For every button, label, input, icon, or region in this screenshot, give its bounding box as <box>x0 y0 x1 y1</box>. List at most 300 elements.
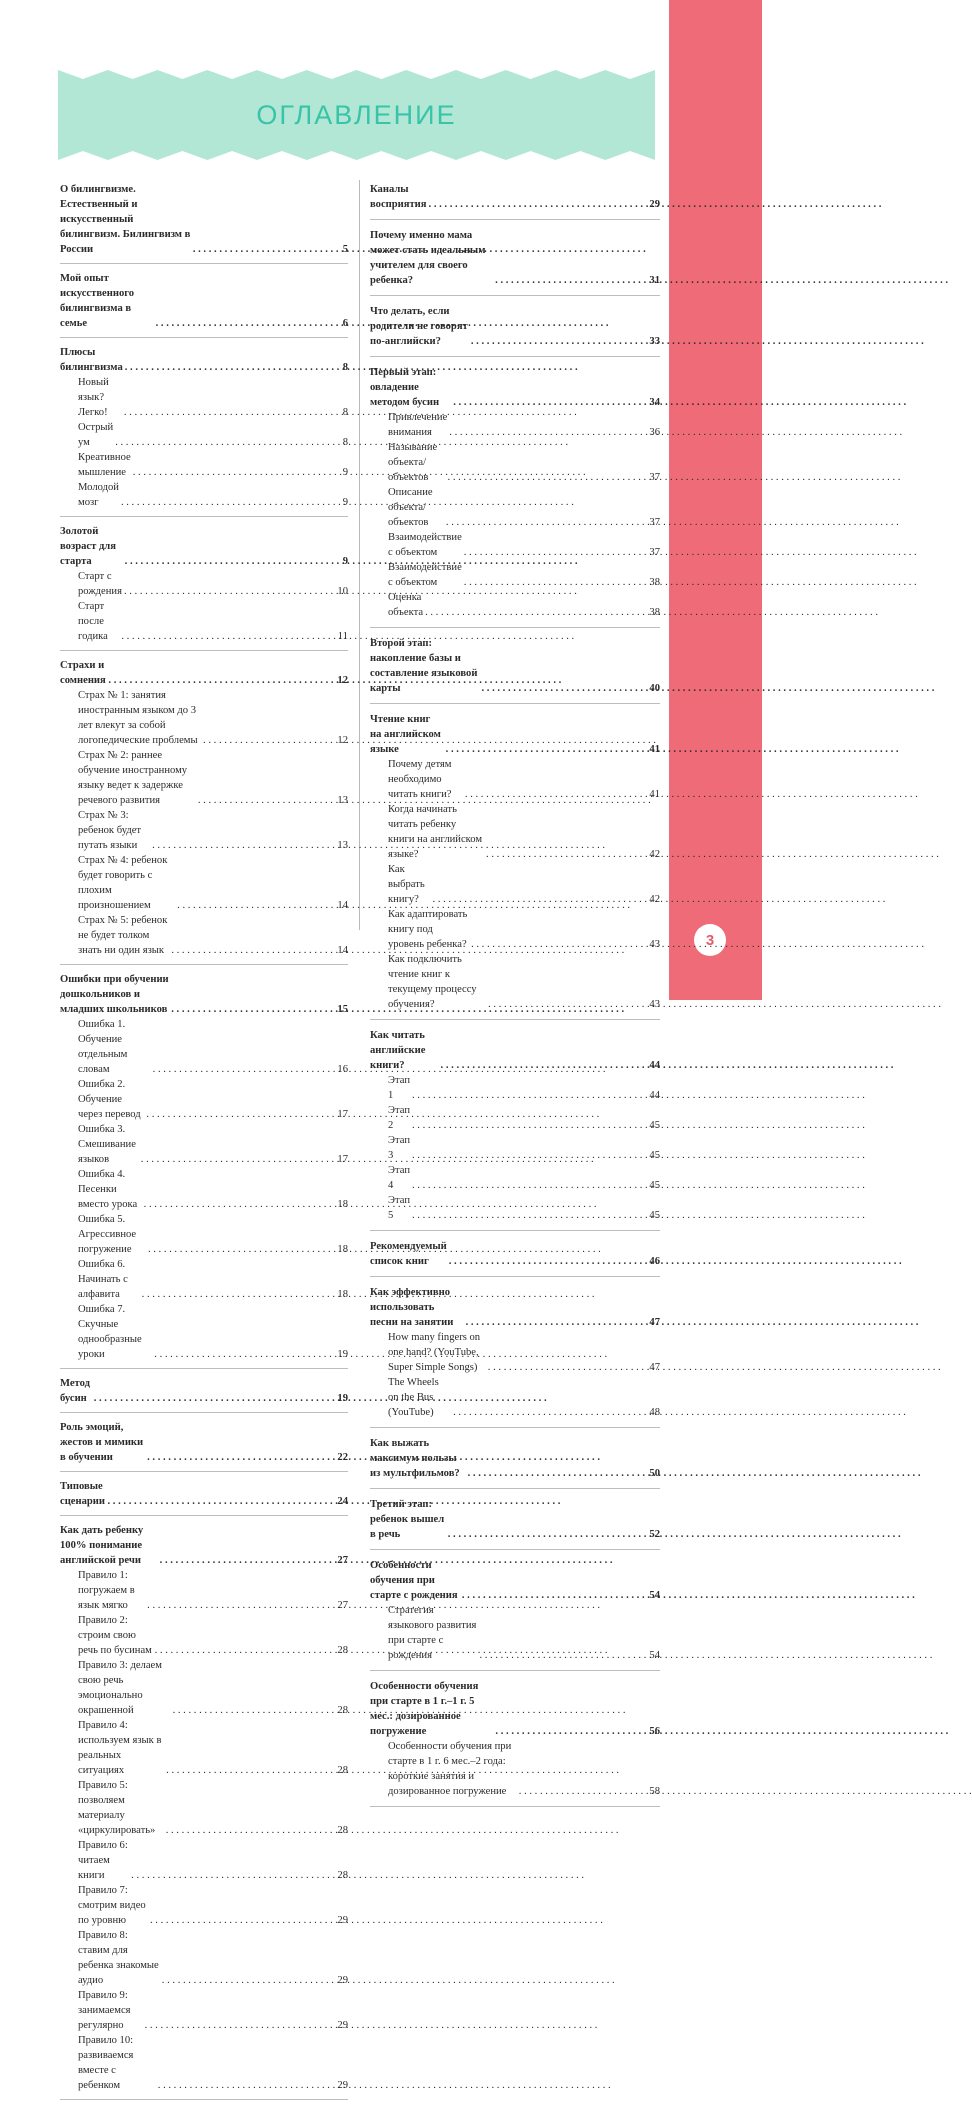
entry-title: Мой опыт искусственного билингвизма в семье <box>60 273 135 329</box>
toc-section <box>60 1523 348 2100</box>
dot-leader <box>448 1527 648 1542</box>
entry-page-number: 33 <box>649 336 660 347</box>
entry-title: Рекомендуемый список книг <box>370 1241 447 1267</box>
entry-title: Ошибка 3. Смешивание языков <box>78 1124 136 1165</box>
entry-page-number: 54 <box>649 1650 660 1661</box>
toc-subentry[interactable] <box>370 1739 660 1799</box>
entry-page-number: 36 <box>649 427 660 438</box>
dot-leader <box>171 943 335 958</box>
toc-subentry[interactable] <box>370 862 660 907</box>
entry-page-number: 42 <box>649 849 660 860</box>
entry-page-number: 14 <box>337 945 348 956</box>
entry-page-number: 11 <box>337 631 348 642</box>
dot-leader <box>479 1648 647 1663</box>
toc-subentry[interactable] <box>60 1613 348 1658</box>
entry-page-number: 13 <box>337 840 348 851</box>
dot-leader <box>144 1197 336 1212</box>
dot-leader <box>193 242 341 257</box>
dot-leader <box>495 273 647 288</box>
entry-title: Почему именно мама может стать идеальным учителем для своего ребенка? <box>370 230 486 286</box>
toc-subentry[interactable] <box>60 1257 348 1302</box>
dot-leader <box>203 733 335 748</box>
dot-leader <box>412 1118 647 1133</box>
toc-entry[interactable] <box>60 182 348 257</box>
toc-entry[interactable] <box>370 1028 660 1073</box>
dot-leader <box>121 495 341 510</box>
dot-leader <box>125 554 341 569</box>
dot-leader <box>488 1360 648 1375</box>
entry-title: Как выбрать книгу? <box>388 864 425 905</box>
toc-subentry[interactable] <box>60 375 348 420</box>
entry-title: Правило 3: делаем свою речь эмоционально окрашенной <box>78 1660 162 1716</box>
dot-leader <box>425 605 647 620</box>
entry-title: Типовые сценарии <box>60 1481 106 1507</box>
toc-section <box>60 1479 348 1516</box>
entry-page-number: 29 <box>337 2080 348 2091</box>
entry-title: Ошибка 4. Песенки вместо урока <box>78 1169 138 1210</box>
entry-page-number: 43 <box>649 999 660 1010</box>
toc-section <box>60 524 348 651</box>
toc-subentry[interactable] <box>370 560 660 590</box>
entry-title: Привлечение внимания <box>388 412 448 438</box>
entry-title: Плюсы билингвизма <box>60 347 123 373</box>
dot-leader <box>131 1868 335 1883</box>
toc-subentry[interactable] <box>370 530 660 560</box>
entry-page-number: 38 <box>649 607 660 618</box>
entry-page-number: 37 <box>649 517 660 528</box>
dot-leader <box>412 1208 647 1223</box>
dot-leader <box>519 1784 648 1799</box>
toc-subentry[interactable] <box>60 913 348 958</box>
dot-leader <box>433 892 648 907</box>
entry-page-number: 8 <box>342 407 348 418</box>
entry-title: О билингвизме. Естественный и искусственный билингвизм. Билингвизм в России <box>60 184 191 255</box>
dot-leader <box>471 334 648 349</box>
entry-title: Ошибка 6. Начинать с алфавита <box>78 1259 128 1300</box>
entry-title: Этап 4 <box>388 1165 410 1191</box>
entry-page-number: 31 <box>649 275 660 286</box>
entry-title: Как адаптировать книгу под уровень ребенка? <box>388 909 468 950</box>
toc-subentry[interactable] <box>60 420 348 450</box>
toc-subentry[interactable] <box>60 1122 348 1167</box>
entry-title: Стратегия языкового развития при старте с рождения <box>388 1605 477 1661</box>
entry-title: Страх № 5: ребенок не будет толком знать ни один язык <box>78 915 168 956</box>
dot-leader <box>146 1107 335 1122</box>
toc-subentry[interactable] <box>60 569 348 599</box>
toc-section <box>370 1497 660 1550</box>
entry-title: Оценка объекта <box>388 592 424 618</box>
dot-leader <box>453 395 647 410</box>
toc-subentry[interactable] <box>60 450 348 480</box>
toc-entry[interactable] <box>60 1420 348 1465</box>
entry-page-number: 8 <box>342 437 348 448</box>
toc-subentry[interactable] <box>370 1375 660 1420</box>
entry-title: Чтение книг на английском языке <box>370 714 441 755</box>
dot-leader <box>465 787 648 802</box>
entry-title: Взаимодействие с объектом <box>388 532 462 558</box>
toc-entry[interactable] <box>370 228 660 288</box>
toc-subentry[interactable] <box>370 1330 660 1375</box>
entry-title: Старт после годика <box>78 601 108 642</box>
dot-leader <box>412 1178 647 1193</box>
dot-leader <box>125 360 341 375</box>
entry-page-number: 9 <box>342 467 348 478</box>
entry-title: Как эффективно использовать песни на занятии <box>370 1287 454 1328</box>
toc-subentry[interactable] <box>370 907 660 952</box>
entry-title: Этап 3 <box>388 1135 410 1161</box>
entry-title: Страхи и сомнения <box>60 660 106 686</box>
toc-subentry[interactable] <box>370 410 660 440</box>
dot-leader <box>115 435 341 450</box>
toc-section <box>60 1376 348 1413</box>
column-divider <box>359 180 360 930</box>
entry-page-number: 46 <box>649 1256 660 1267</box>
dot-leader <box>153 1062 336 1077</box>
entry-title: Как дать ребенку 100% понимание английской речи <box>60 1525 144 1566</box>
toc-subentry[interactable] <box>60 808 348 853</box>
dot-leader <box>142 1287 336 1302</box>
entry-page-number: 18 <box>337 1244 348 1255</box>
entry-page-number: 15 <box>337 1004 348 1015</box>
toc-section <box>370 304 660 357</box>
entry-page-number: 43 <box>649 939 660 950</box>
toc-subentry[interactable] <box>60 1883 348 1928</box>
toc-section <box>370 1679 660 1807</box>
toc-entry[interactable] <box>370 182 660 212</box>
toc-entry[interactable] <box>370 1558 660 1603</box>
entry-page-number: 45 <box>649 1210 660 1221</box>
page-title: ОГЛАВЛЕНИЕ <box>256 99 457 130</box>
entry-title: Золотой возраст для старта <box>60 526 116 567</box>
toc-entry[interactable] <box>60 972 348 1017</box>
toc-subentry[interactable] <box>370 757 660 802</box>
toc-subentry[interactable] <box>60 599 348 644</box>
toc-section <box>60 271 348 338</box>
toc-subentry[interactable] <box>60 853 348 913</box>
toc-entry[interactable] <box>370 1285 660 1330</box>
toc-subentry[interactable] <box>60 1212 348 1257</box>
toc-subentry[interactable] <box>60 748 348 808</box>
dot-leader <box>147 1598 335 1613</box>
entry-page-number: 45 <box>649 1180 660 1191</box>
entry-title: Правило 2: строим свою речь по бусинам <box>78 1615 152 1656</box>
dot-leader <box>486 847 647 862</box>
dot-leader <box>145 2018 336 2033</box>
entry-page-number: 14 <box>337 900 348 911</box>
entry-title: Как подключить чтение книг к текущему процессу обучения? <box>388 954 477 1010</box>
entry-page-number: 9 <box>342 556 348 567</box>
toc-section <box>60 182 348 264</box>
toc-entry[interactable] <box>370 1497 660 1542</box>
entry-page-number: 34 <box>649 397 660 408</box>
toc-section <box>370 182 660 220</box>
toc-subentry[interactable] <box>60 1988 348 2033</box>
entry-page-number: 19 <box>337 1349 348 1360</box>
entry-title: Как выжать максимум пользы из мультфильмов? <box>370 1438 460 1479</box>
toc-subentry[interactable] <box>370 1603 660 1663</box>
entry-page-number: 19 <box>337 1393 348 1404</box>
entry-title: Особенности обучения при старте в 1 г. 6 мес.–2 года: короткие занятия и дозированное погружение <box>388 1741 512 1797</box>
entry-title: Правило 10: развиваемся вместе с ребенком <box>78 2035 134 2091</box>
toc-section <box>370 1285 660 1428</box>
toc-section <box>60 972 348 1369</box>
entry-page-number: 38 <box>649 577 660 588</box>
dot-leader <box>464 575 648 590</box>
entry-page-number: 9 <box>342 497 348 508</box>
entry-title: Правило 9: занимаемся регулярно <box>78 1990 131 2031</box>
page-number: 3 <box>705 931 715 949</box>
entry-page-number: 8 <box>342 362 348 373</box>
toc-subentry[interactable] <box>370 440 660 485</box>
dot-leader <box>154 1347 335 1362</box>
toc-entry[interactable] <box>60 271 348 331</box>
entry-title: Первый этап: овладение методом бусин <box>370 367 440 408</box>
toc-entry[interactable] <box>60 1523 348 1568</box>
toc-subentry[interactable] <box>60 1658 348 1718</box>
entry-title: Роль эмоций, жестов и мимики в обучении <box>60 1422 144 1463</box>
entry-title: Страх № 3: ребенок будет путать языки <box>78 810 142 851</box>
toc-right-column <box>370 182 660 1815</box>
entry-page-number: 17 <box>337 1154 348 1165</box>
toc-subentry[interactable] <box>370 952 660 1012</box>
dot-leader <box>448 470 648 485</box>
entry-title: Правило 8: ставим для ребенка знакомые аудио <box>78 1930 159 1986</box>
dot-leader <box>171 1002 335 1017</box>
entry-page-number: 6 <box>342 318 348 329</box>
dot-leader <box>148 1242 335 1257</box>
dot-leader <box>449 1254 648 1269</box>
toc-subentry[interactable] <box>370 1163 660 1193</box>
entry-title: Второй этап: накопление базы и составление языковой карты <box>370 638 478 694</box>
entry-title: Правило 4: используем язык в реальных ситуациях <box>78 1720 162 1776</box>
dot-leader <box>121 629 335 644</box>
entry-title: Третий этап: ребенок вышел в речь <box>370 1499 445 1540</box>
toc-subentry[interactable] <box>60 1778 348 1838</box>
entry-title: Как читать английские книги? <box>370 1030 426 1071</box>
dot-leader <box>464 545 648 560</box>
toc-subentry[interactable] <box>60 1838 348 1883</box>
entry-title: Страх № 2: раннее обучение иностранному языку ведет к задержке речевого развития <box>78 750 188 806</box>
toc-section <box>370 365 660 628</box>
entry-page-number: 12 <box>337 735 348 746</box>
entry-title: Этап 1 <box>388 1075 410 1101</box>
toc-entry[interactable] <box>60 524 348 569</box>
toc-entry[interactable] <box>370 1239 660 1269</box>
entry-title: Этап 2 <box>388 1105 410 1131</box>
entry-title: Каналы восприятия <box>370 184 427 210</box>
entry-page-number: 29 <box>337 1975 348 1986</box>
toc-subentry[interactable] <box>60 1718 348 1778</box>
toc-section <box>60 345 348 517</box>
toc-section <box>60 1420 348 1472</box>
title-banner <box>58 70 655 160</box>
entry-title: How many fingers on one hand? (YouTube, Super Simple Songs) <box>388 1332 481 1373</box>
toc-subentry[interactable] <box>60 480 348 510</box>
dot-leader <box>141 1152 336 1167</box>
entry-title: Страх № 4: ребенок будет говорить с плохим произношением <box>78 855 168 911</box>
entry-page-number: 45 <box>649 1150 660 1161</box>
dot-leader <box>108 1494 336 1509</box>
toc-entry[interactable] <box>370 304 660 349</box>
entry-page-number: 37 <box>649 472 660 483</box>
entry-title: Особенности обучения при старте с рождения <box>370 1560 458 1601</box>
entry-page-number: 12 <box>337 675 348 686</box>
dot-leader <box>173 1703 336 1718</box>
toc-section <box>370 712 660 1020</box>
dot-leader <box>462 1588 648 1603</box>
entry-page-number: 45 <box>649 1120 660 1131</box>
entry-page-number: 29 <box>337 1915 348 1926</box>
dot-leader <box>177 898 335 913</box>
toc-entry[interactable] <box>370 1679 660 1739</box>
entry-page-number: 54 <box>649 1590 660 1601</box>
entry-page-number: 18 <box>337 1199 348 1210</box>
entry-page-number: 37 <box>649 547 660 558</box>
entry-title: Ошибка 7. Скучные однообразные уроки <box>78 1304 142 1360</box>
dot-leader <box>160 1553 336 1568</box>
entry-title: Правило 7: смотрим видео по уровню <box>78 1885 146 1926</box>
dot-leader <box>124 405 341 420</box>
entry-title: Почему детям необходимо читать книги? <box>388 759 452 800</box>
toc-subentry[interactable] <box>60 1302 348 1362</box>
dot-leader <box>429 197 648 212</box>
entry-page-number: 5 <box>342 244 348 255</box>
entry-title: Этап 5 <box>388 1195 410 1221</box>
dot-leader <box>446 515 648 530</box>
entry-page-number: 41 <box>649 744 660 755</box>
entry-title: Ошибка 5. Агрессивное погружение <box>78 1214 137 1255</box>
entry-page-number: 40 <box>649 683 660 694</box>
dot-leader <box>155 1643 336 1658</box>
entry-page-number: 52 <box>649 1529 660 1540</box>
toc-subentry[interactable] <box>370 1133 660 1163</box>
entry-title: Взаимодействие с объектом <box>388 562 462 588</box>
dot-leader <box>166 1763 335 1778</box>
entry-page-number: 28 <box>337 1705 348 1716</box>
entry-page-number: 16 <box>337 1064 348 1075</box>
entry-page-number: 44 <box>649 1090 660 1101</box>
entry-page-number: 44 <box>649 1060 660 1071</box>
entry-title: Метод бусин <box>60 1378 90 1404</box>
dot-leader <box>147 1450 335 1465</box>
toc-entry[interactable] <box>60 345 348 375</box>
entry-page-number: 47 <box>649 1317 660 1328</box>
entry-page-number: 41 <box>649 789 660 800</box>
entry-page-number: 28 <box>337 1825 348 1836</box>
toc-section <box>370 1436 660 1489</box>
toc-subentry[interactable] <box>370 1073 660 1103</box>
toc-subentry[interactable] <box>60 1568 348 1613</box>
toc-section <box>370 228 660 296</box>
entry-page-number: 58 <box>649 1786 660 1797</box>
entry-page-number: 28 <box>337 1870 348 1881</box>
dot-leader <box>152 838 335 853</box>
dot-leader <box>488 997 647 1012</box>
toc-subentry[interactable] <box>60 2033 348 2093</box>
entry-title: Правило 5: позволяем материалу «циркулировать» <box>78 1780 156 1836</box>
toc-subentry[interactable] <box>370 802 660 862</box>
entry-title: Особенности обучения при старте в 1 г.–1 г. 5 мес.: дозированное погружение <box>370 1681 479 1737</box>
entry-page-number: 17 <box>337 1109 348 1120</box>
entry-page-number: 48 <box>649 1407 660 1418</box>
entry-title: Правило 6: читаем книги <box>78 1840 128 1881</box>
dot-leader <box>156 316 341 331</box>
toc-entry[interactable] <box>370 636 660 696</box>
entry-page-number: 29 <box>337 2020 348 2031</box>
entry-page-number: 13 <box>337 795 348 806</box>
dot-leader <box>150 1913 335 1928</box>
entry-page-number: 27 <box>337 1555 348 1566</box>
dot-leader <box>412 1088 647 1103</box>
toc-subentry[interactable] <box>60 688 348 748</box>
dot-leader <box>412 1148 647 1163</box>
toc-subentry[interactable] <box>60 1077 348 1122</box>
entry-title: Ошибка 2. Обучение через перевод <box>78 1079 141 1120</box>
dot-leader <box>198 793 336 808</box>
toc-subentry[interactable] <box>60 1928 348 1988</box>
entry-title: Молодой мозг <box>78 482 119 508</box>
toc-section <box>370 636 660 704</box>
dot-leader <box>162 1973 336 1988</box>
toc-entry[interactable] <box>60 1479 348 1509</box>
toc-subentry[interactable] <box>370 1103 660 1133</box>
entry-title: The Wheels on the Bus (YouTube) <box>388 1377 439 1418</box>
entry-title: Новый язык? Легко! <box>78 377 109 418</box>
dot-leader <box>468 1466 648 1481</box>
dot-leader <box>466 1315 648 1330</box>
entry-page-number: 29 <box>649 199 660 210</box>
dot-leader <box>471 937 647 952</box>
dot-leader <box>446 742 648 757</box>
entry-page-number: 42 <box>649 894 660 905</box>
entry-page-number: 22 <box>337 1452 348 1463</box>
entry-title: Ошибки при обучении дошкольников и младших школьников <box>60 974 169 1015</box>
toc-subentry[interactable] <box>370 485 660 530</box>
entry-page-number: 10 <box>337 586 348 597</box>
toc-section <box>370 1028 660 1231</box>
dot-leader <box>94 1391 336 1406</box>
entry-page-number: 47 <box>649 1362 660 1373</box>
toc-section <box>370 1558 660 1671</box>
entry-title: Что делать, если родители не говорят по-английски? <box>370 306 468 347</box>
toc-entry[interactable] <box>60 658 348 688</box>
entry-title: Страх № 1: занятия иностранным языком до 3 лет влекут за собой логопедические проблемы <box>78 690 198 746</box>
toc-section <box>370 1239 660 1277</box>
toc-section <box>60 658 348 965</box>
dot-leader <box>481 681 647 696</box>
toc-entry[interactable] <box>370 1436 660 1481</box>
entry-title: Описание объекта/объектов <box>388 487 433 528</box>
entry-page-number: 27 <box>337 1600 348 1611</box>
toc-entry[interactable] <box>60 1376 348 1406</box>
dot-leader <box>449 425 647 440</box>
toc-subentry[interactable] <box>370 590 660 620</box>
entry-page-number: 24 <box>337 1496 348 1507</box>
dot-leader <box>441 1058 648 1073</box>
toc-subentry[interactable] <box>60 1167 348 1212</box>
toc-subentry[interactable] <box>60 1017 348 1077</box>
dot-leader <box>453 1405 647 1420</box>
dot-leader <box>108 673 335 688</box>
entry-title: Креативное мышление <box>78 452 131 478</box>
toc-entry[interactable] <box>370 365 660 410</box>
entry-title: Называние объекта/объектов <box>388 442 438 483</box>
toc-subentry[interactable] <box>370 1193 660 1223</box>
toc-entry[interactable] <box>370 712 660 757</box>
dot-leader <box>166 1823 336 1838</box>
dot-leader <box>495 1724 647 1739</box>
entry-title: Старт с рождения <box>78 571 122 597</box>
